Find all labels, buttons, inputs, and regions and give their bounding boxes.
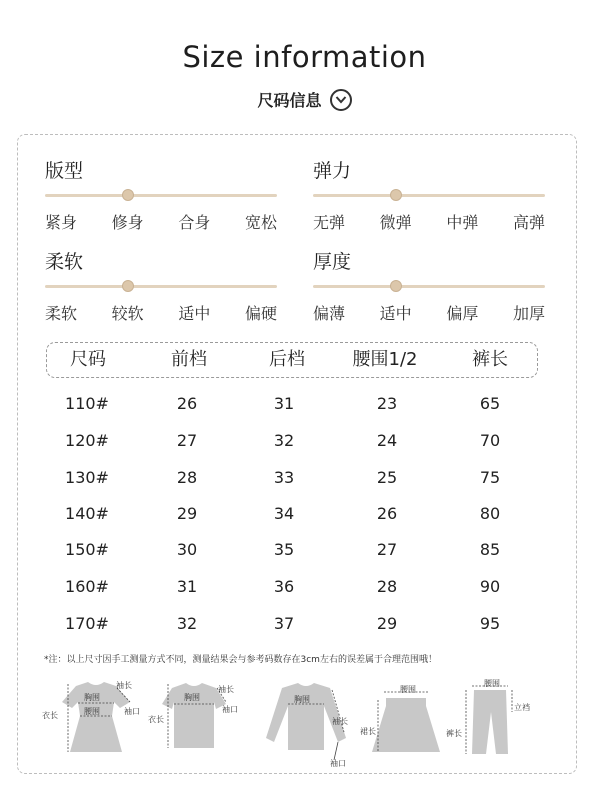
attribute-elasticity [313,158,545,233]
cell-pants-length: 90 [479,577,501,596]
attribute-name: 厚度 [313,251,352,273]
subtitle-text: 尺码信息 [257,91,322,110]
table-row [0,423,609,459]
cell-half-waist: 29 [376,614,398,633]
subtitle-row [0,88,609,111]
skirt-diagram [360,676,450,766]
pants-diagram [444,676,540,762]
table-row [0,460,609,496]
table-row [0,386,609,422]
cell-front-rise: 26 [176,394,198,413]
cell-size: 130# [65,468,109,487]
attribute-slider [313,281,545,293]
cell-size: 140# [65,504,109,523]
attribute-options [313,210,545,233]
table-row [0,532,609,568]
attribute-options [45,210,277,233]
option-label: 适中 [178,304,211,323]
option-label: 高弹 [512,213,545,232]
label-rise: 立裆 [514,703,530,712]
cell-pants-length: 65 [479,394,501,413]
label-waist: 腰围 [400,685,416,694]
option-label: 合身 [178,213,211,232]
table-row [0,569,609,605]
attribute-slider [313,190,545,202]
attribute-options [313,301,545,324]
cell-size: 150# [65,540,109,559]
label-chest: 胸围 [294,695,310,704]
option-label: 微弹 [379,213,412,232]
cell-half-waist: 26 [376,504,398,523]
cell-size: 120# [65,431,109,450]
cell-back-rise: 35 [273,540,295,559]
attribute-name: 柔软 [45,251,84,273]
table-row [0,606,609,642]
slider-knob [390,189,402,201]
page-title: Size information [182,40,427,74]
cell-back-rise: 37 [273,614,295,633]
cell-pants-length: 75 [479,468,501,487]
label-waist: 腰围 [84,707,100,716]
option-label: 偏厚 [446,304,479,323]
attribute-softness [45,249,277,324]
label-cuff: 袖口 [330,759,346,768]
cell-back-rise: 36 [273,577,295,596]
cell-size: 160# [65,577,109,596]
attribute-name: 弹力 [313,160,352,182]
header-pants-length: 裤长 [472,349,508,370]
attribute-fit [45,158,277,233]
slider-knob [390,280,402,292]
label-length: 衣长 [42,711,58,720]
option-label: 加厚 [512,304,545,323]
label-length: 衣长 [148,715,164,724]
option-label: 适中 [379,304,412,323]
label-length: 裙长 [360,727,376,736]
cell-front-rise: 31 [176,577,198,596]
cell-size: 170# [65,614,109,633]
label-waist: 腰围 [484,679,500,688]
attribute-options [45,301,277,324]
cell-back-rise: 31 [273,394,295,413]
option-label: 宽松 [244,213,277,232]
option-label: 中弹 [446,213,479,232]
cell-half-waist: 27 [376,540,398,559]
slider-knob [122,189,134,201]
attribute-thickness [313,249,545,324]
cell-back-rise: 32 [273,431,295,450]
label-chest: 胸围 [184,693,200,702]
option-label: 较软 [111,304,144,323]
option-label: 柔软 [45,304,78,323]
label-chest: 胸围 [84,693,100,702]
cell-pants-length: 70 [479,431,501,450]
dress-diagram [40,676,152,758]
measurement-note: *注：以上尺寸因手工测量方式不同，测量结果会与参考码数存在3cm左右的误差属于合理范围哦！ [44,655,437,665]
label-sleeve-length: 袖长 [218,685,234,694]
option-label: 紧身 [45,213,78,232]
cell-half-waist: 24 [376,431,398,450]
attribute-slider [45,281,277,293]
label-sleeve-length: 袖长 [116,681,132,690]
cell-pants-length: 80 [479,504,501,523]
cell-half-waist: 28 [376,577,398,596]
tshirt-diagram [146,676,246,758]
cell-front-rise: 27 [176,431,198,450]
label-cuff: 袖口 [222,705,238,714]
cell-pants-length: 95 [479,614,501,633]
cell-half-waist: 25 [376,468,398,487]
attribute-name: 版型 [45,160,84,182]
slider-track [45,194,277,197]
cell-back-rise: 33 [273,468,295,487]
slider-track [313,194,545,197]
attribute-slider [45,190,277,202]
cell-front-rise: 29 [176,504,198,523]
table-row [0,496,609,532]
chevron-down-icon[interactable] [330,89,352,111]
size-table-header [46,342,538,378]
slider-track [45,285,277,288]
option-label: 偏薄 [313,304,346,323]
sweater-diagram [252,676,362,770]
slider-knob [122,280,134,292]
cell-front-rise: 32 [176,614,198,633]
header-back-rise: 后档 [269,349,305,370]
slider-track [313,285,545,288]
cell-pants-length: 85 [479,540,501,559]
header-front-rise: 前档 [171,349,207,370]
header-size: 尺码 [70,349,106,370]
label-length: 裤长 [446,729,462,738]
label-cuff: 袖口 [124,707,140,716]
label-sleeve-length: 袖长 [332,717,348,726]
option-label: 无弹 [313,213,346,232]
cell-front-rise: 28 [176,468,198,487]
cell-size: 110# [65,394,109,413]
option-label: 修身 [111,213,144,232]
cell-half-waist: 23 [376,394,398,413]
header-half-waist: 腰围1/2 [352,349,418,370]
cell-back-rise: 34 [273,504,295,523]
option-label: 偏硬 [244,304,277,323]
cell-front-rise: 30 [176,540,198,559]
